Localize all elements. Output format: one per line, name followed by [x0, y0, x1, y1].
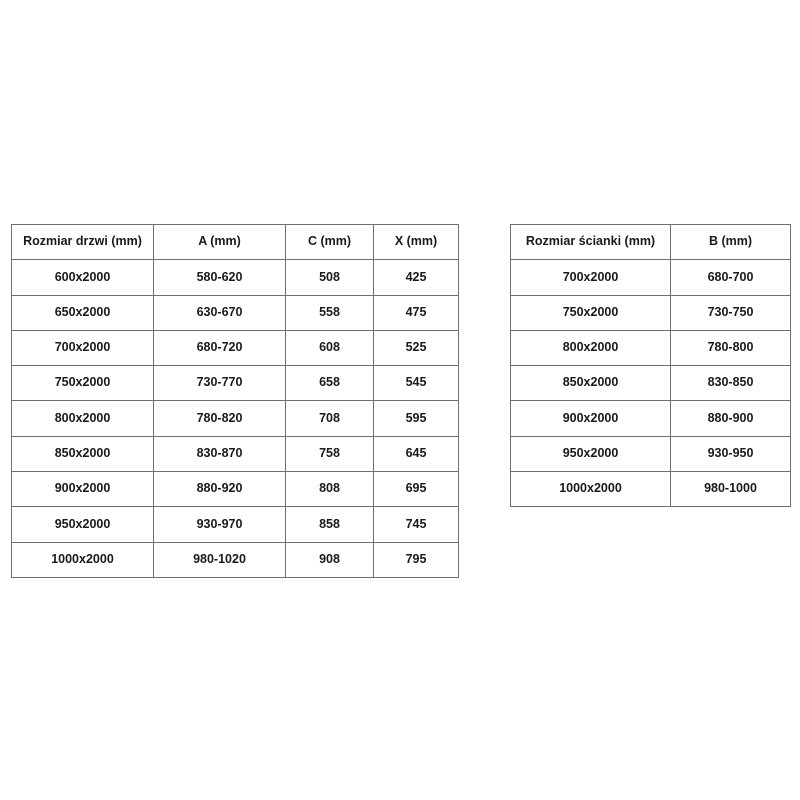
- cell-c: 658: [286, 366, 374, 401]
- column-header-c: C (mm): [286, 225, 374, 260]
- cell-wall-size: 850x2000: [511, 366, 671, 401]
- cell-door-size: 1000x2000: [12, 542, 154, 577]
- cell-b: 780-800: [671, 330, 791, 365]
- table-row: [12, 507, 459, 542]
- cell-x: 745: [374, 507, 459, 542]
- table-row: [511, 472, 791, 507]
- table-row: [12, 366, 459, 401]
- cell-c: 908: [286, 542, 374, 577]
- table-row: [12, 330, 459, 365]
- cell-a: 580-620: [154, 260, 286, 295]
- door-size-table-container: [11, 224, 459, 578]
- cell-door-size: 850x2000: [12, 436, 154, 471]
- table-row: [12, 260, 459, 295]
- cell-c: 808: [286, 472, 374, 507]
- cell-wall-size: 900x2000: [511, 401, 671, 436]
- cell-x: 795: [374, 542, 459, 577]
- cell-door-size: 600x2000: [12, 260, 154, 295]
- table-row: [12, 401, 459, 436]
- table-row: [511, 401, 791, 436]
- cell-b: 930-950: [671, 436, 791, 471]
- cell-a: 680-720: [154, 330, 286, 365]
- cell-b: 730-750: [671, 295, 791, 330]
- table-row: [511, 366, 791, 401]
- table-row: [12, 436, 459, 471]
- column-header-b: B (mm): [671, 225, 791, 260]
- cell-door-size: 700x2000: [12, 330, 154, 365]
- cell-a: 880-920: [154, 472, 286, 507]
- cell-c: 758: [286, 436, 374, 471]
- cell-door-size: 900x2000: [12, 472, 154, 507]
- column-header-a: A (mm): [154, 225, 286, 260]
- cell-wall-size: 750x2000: [511, 295, 671, 330]
- cell-door-size: 950x2000: [12, 507, 154, 542]
- door-size-table: [11, 224, 459, 578]
- cell-a: 930-970: [154, 507, 286, 542]
- cell-door-size: 800x2000: [12, 401, 154, 436]
- table-header-row: [511, 225, 791, 260]
- cell-b: 830-850: [671, 366, 791, 401]
- cell-x: 545: [374, 366, 459, 401]
- cell-door-size: 750x2000: [12, 366, 154, 401]
- cell-c: 558: [286, 295, 374, 330]
- cell-door-size: 650x2000: [12, 295, 154, 330]
- column-header-door-size: Rozmiar drzwi (mm): [12, 225, 154, 260]
- cell-a: 980-1020: [154, 542, 286, 577]
- column-header-wall-size: Rozmiar ścianki (mm): [511, 225, 671, 260]
- cell-x: 425: [374, 260, 459, 295]
- wall-size-table: [510, 224, 791, 507]
- wall-size-table-container: [510, 224, 791, 507]
- cell-a: 730-770: [154, 366, 286, 401]
- cell-x: 595: [374, 401, 459, 436]
- table-row: [12, 542, 459, 577]
- cell-x: 525: [374, 330, 459, 365]
- table-row: [511, 260, 791, 295]
- cell-b: 880-900: [671, 401, 791, 436]
- cell-x: 475: [374, 295, 459, 330]
- cell-b: 680-700: [671, 260, 791, 295]
- cell-a: 780-820: [154, 401, 286, 436]
- cell-x: 645: [374, 436, 459, 471]
- table-row: [12, 472, 459, 507]
- cell-a: 830-870: [154, 436, 286, 471]
- table-row: [12, 295, 459, 330]
- table-row: [511, 295, 791, 330]
- cell-c: 508: [286, 260, 374, 295]
- cell-b: 980-1000: [671, 472, 791, 507]
- table-row: [511, 330, 791, 365]
- table-header-row: [12, 225, 459, 260]
- cell-c: 608: [286, 330, 374, 365]
- table-row: [511, 436, 791, 471]
- cell-c: 858: [286, 507, 374, 542]
- cell-x: 695: [374, 472, 459, 507]
- cell-wall-size: 700x2000: [511, 260, 671, 295]
- column-header-x: X (mm): [374, 225, 459, 260]
- cell-c: 708: [286, 401, 374, 436]
- cell-a: 630-670: [154, 295, 286, 330]
- cell-wall-size: 800x2000: [511, 330, 671, 365]
- cell-wall-size: 1000x2000: [511, 472, 671, 507]
- cell-wall-size: 950x2000: [511, 436, 671, 471]
